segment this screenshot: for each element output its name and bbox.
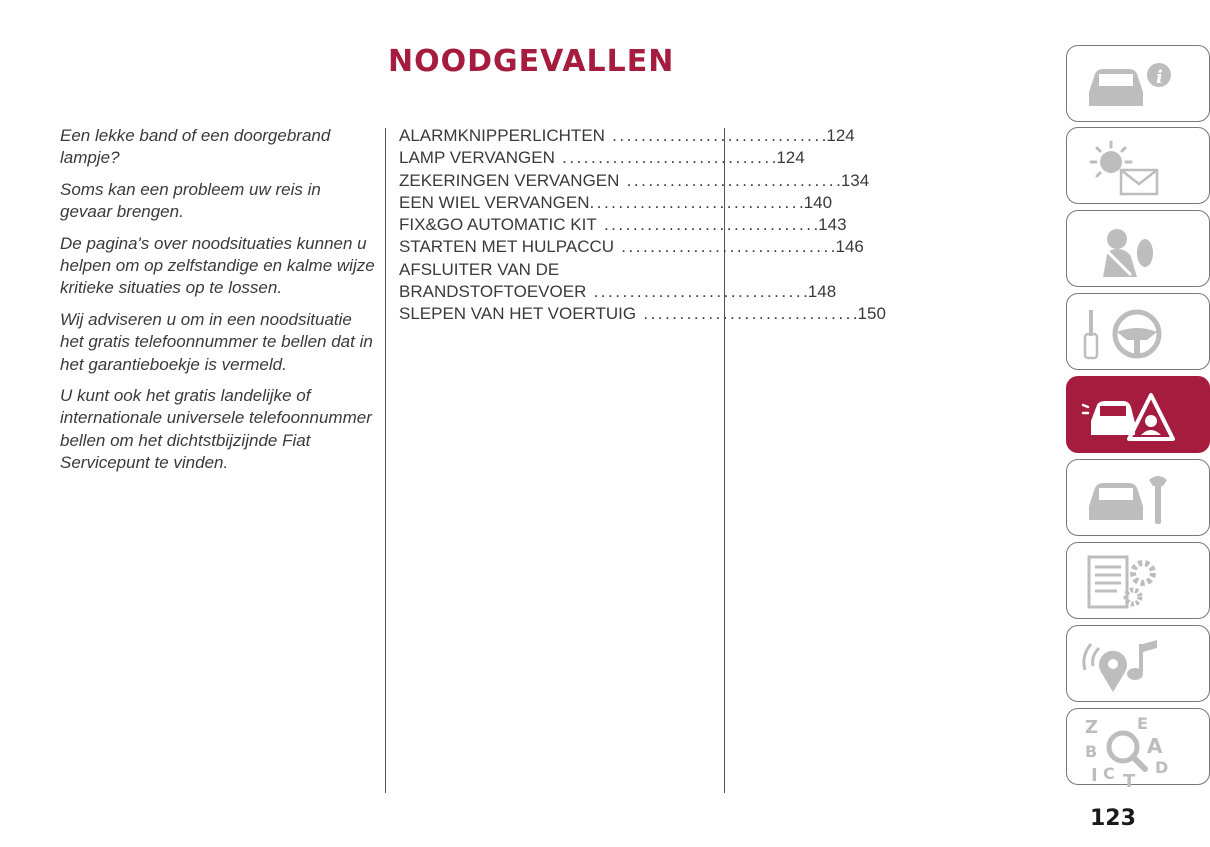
chapter-tabs <box>1066 0 1200 847</box>
tab-car-info[interactable] <box>1066 45 1210 122</box>
tab-emergency[interactable] <box>1066 376 1210 453</box>
intro-paragraph: Een lekke band of een doorgebrand lampje? <box>60 126 331 168</box>
intro-text <box>60 125 376 484</box>
emergency-breakdown-icon <box>1077 383 1177 447</box>
toc-entry-starten-met-hulpaccu[interactable]: STARTEN MET HULPACCU ............................. .146 <box>399 237 864 257</box>
svg-text:E: E <box>1137 714 1148 733</box>
toc-entry-een-wiel-vervangen[interactable]: EEN WIEL VERVANGEN ............................. .140 <box>399 192 833 212</box>
svg-text:D: D <box>1155 758 1169 777</box>
toc-entry-alarmknipperlichten[interactable]: ALARMKNIPPERLICHTEN ............................. .124 <box>399 126 855 145</box>
column-divider-left <box>385 128 386 793</box>
tab-warning-lights[interactable] <box>1066 127 1210 204</box>
toc-entry-zekeringen-vervangen[interactable]: ZEKERINGEN VERVANGEN ............................. .134 <box>399 170 870 190</box>
tab-maintenance[interactable] <box>1066 459 1210 536</box>
intro-paragraph: U kunt ook het gratis landelijke of internationale universele telefoonnummer bellen om het dichtstbijzijnde Fiat Servicepunt te vinden. <box>60 386 372 473</box>
tab-safety[interactable] <box>1066 210 1210 287</box>
tab-starting-driving[interactable] <box>1066 293 1210 370</box>
toc-entry-slepen-van-het-voertuig[interactable]: SLEPEN VAN HET VOERTUIG ............................. .150 <box>399 304 886 324</box>
multimedia-icon <box>1077 632 1177 696</box>
car-maintenance-icon <box>1077 466 1177 530</box>
warning-lights-icon <box>1077 134 1177 198</box>
key-steering-wheel-icon <box>1077 300 1177 364</box>
toc-entry-fixgo-automatic-kit[interactable]: FIX&GO AUTOMATIC KIT ............................. .143 <box>399 215 847 235</box>
svg-text:i: i <box>1156 67 1163 88</box>
svg-text:C: C <box>1103 764 1115 783</box>
tab-index[interactable] <box>1066 708 1210 792</box>
technical-data-icon <box>1077 549 1177 613</box>
table-of-contents <box>399 125 886 326</box>
svg-text:B: B <box>1085 742 1098 761</box>
car-info-icon <box>1077 52 1177 116</box>
svg-text:Z: Z <box>1085 717 1099 738</box>
intro-paragraph: Soms kan een probleem uw reis in gevaar brengen. <box>60 179 321 222</box>
tab-multimedia[interactable] <box>1066 625 1210 702</box>
page-number: 123 <box>1090 806 1136 831</box>
airbag-safety-icon <box>1077 217 1177 281</box>
intro-paragraph: De pagina's over noodsituaties kunnen u helpen om op zelfstandige en kalme wijze kritieke situaties op te lossen. <box>60 233 375 298</box>
toc-entry-afsluiter-line1[interactable]: AFSLUITER VAN DE <box>399 259 560 279</box>
page-title: NOODGEVALLEN <box>388 44 675 79</box>
toc-entry-brandstoftoevoer[interactable]: BRANDSTOFTOEVOER ............................. .148 <box>399 282 837 302</box>
alphabetical-index-icon <box>1077 714 1177 792</box>
svg-text:I: I <box>1091 765 1098 786</box>
svg-text:A: A <box>1147 734 1163 758</box>
tab-technical-data[interactable] <box>1066 542 1210 619</box>
toc-entry-lamp-vervangen[interactable]: LAMP VERVANGEN ............................. .124 <box>399 148 805 168</box>
svg-text:T: T <box>1123 771 1136 792</box>
intro-paragraph: Wij adviseren u om in een noodsituatie het gratis telefoonnummer te bellen dat in het garantieboekje is vermeld. <box>60 309 373 374</box>
